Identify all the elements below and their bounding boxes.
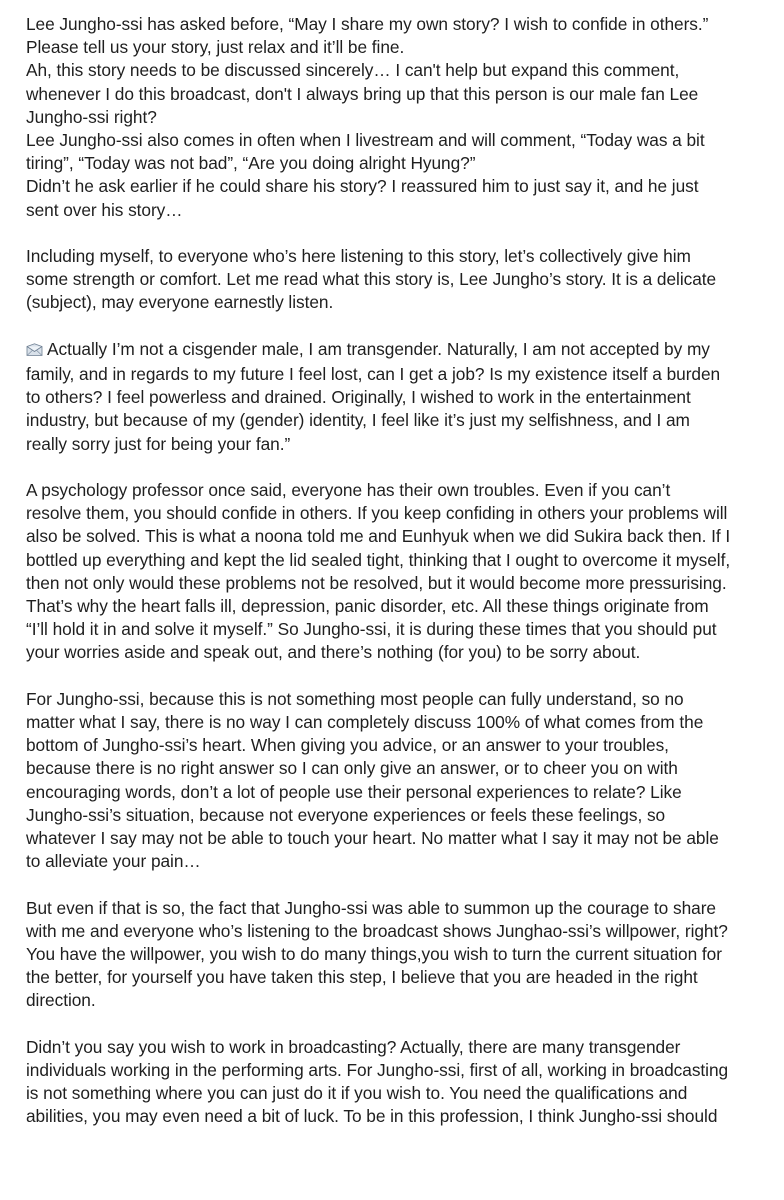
text-line-first [26,338,770,363]
text-line: (subject), may everyone earnestly listen. [26,292,334,313]
text-line: For Jungho-ssi, because this is not something most people can fully understand, so no [26,688,684,709]
text-line: direction. [26,990,96,1011]
text-line: the better, for yourself you have taken this step, I believe that you are headed in the right [26,967,698,988]
text-line: really sorry just for being your fan.” [26,433,291,454]
text-line: Didn’t he ask earlier if he could share his story? I reassured him to just say it, and he just [26,176,699,197]
text-line: resolve them, you should confide in others. If you keep confiding in others your problems will [26,503,728,524]
text-line: to alleviate your pain… [26,851,201,872]
text-line: some strength or comfort. Let me read what this story is, Lee Jungho’s story. It is a delicate [26,269,717,290]
text-line: whenever I do this broadcast, don't I always bring up that this person is our male fan Lee [26,83,699,104]
text-line: matter what I say, there is no way I can completely discuss 100% of what comes from the [26,712,704,733]
text-line: Jungho-ssi right? [26,106,157,127]
text-line: to others? I feel powerless and drained. Originally, I wished to work in the entertainment [26,387,691,408]
text-line: abilities, you may even need a bit of luck. To be in this profession, I think Jungho-ssi should [26,1106,718,1127]
text-line: Please tell us your story, just relax and it’ll be fine. [26,37,405,58]
paragraph [26,245,770,315]
text-line: sent over his story… [26,199,183,220]
text-line: is not something where you can just do it if you wish to. You need the qualifications and [26,1083,688,1104]
text-line: But even if that is so, the fact that Jungho-ssi was able to summon up the courage to share [26,897,716,918]
text-line: Ah, this story needs to be discussed sincerely… I can't help but expand this comment, [26,60,680,81]
paragraph [26,1036,770,1129]
text-line: tiring”, “Today was not bad”, “Are you doing alright Hyung?” [26,153,476,174]
envelope-icon [26,340,43,363]
text-line: family, and in regards to my future I feel lost, can I get a job? Is my existence itself a burden [26,364,721,385]
paragraph [26,13,770,222]
paragraph [26,897,770,1013]
text-line: bottled up everything and kept the lid sealed tight, thinking that I ought to overcome it myself, [26,549,731,570]
text-line: because there is no right answer so I can only give an answer, or to cheer you on with [26,758,678,779]
text-line: That’s why the heart falls ill, depression, panic disorder, etc. All these things originate from [26,596,709,617]
document-body [26,13,770,1152]
text-line: whatever I say may not be able to touch your heart. No matter what I say it may not be able [26,828,719,849]
text-line: You have the willpower, you wish to do many things,you wish to turn the current situation for [26,944,722,965]
text-line: “I’ll hold it in and solve it myself.” So Jungho-ssi, it is during these times that you should put [26,619,717,640]
text-line: Lee Jungho-ssi also comes in often when I livestream and will comment, “Today was a bit [26,130,705,151]
text-line: industry, but because of my (gender) identity, I feel like it’s just my selfishness, and I am [26,410,690,431]
text-line-content: Actually I’m not a cisgender male, I am transgender. Naturally, I am not accepted by my [47,338,710,359]
text-line: encouraging words, don’t a lot of people use their personal experiences to relate? Like [26,781,682,802]
text-line: Didn’t you say you wish to work in broadcasting? Actually, there are many transgender [26,1036,681,1057]
text-line: A psychology professor once said, everyone has their own troubles. Even if you can’t [26,480,671,501]
text-line: with me and everyone who’s listening to the broadcast shows Junghao-ssi’s willpower, right? [26,920,728,941]
text-line: Jungho-ssi’s situation, because not everyone experiences or feels these feelings, so [26,804,666,825]
text-line: Including myself, to everyone who’s here listening to this story, let’s collectively give him [26,246,691,267]
paragraph [26,479,770,665]
text-line: your worries aside and speak out, and there’s nothing (for you) to be sorry about. [26,642,641,663]
text-line: also be solved. This is what a noona told me and Eunhyuk when we did Sukira back then. If I [26,526,731,547]
text-line: then not only would these problems not be resolved, but it would become more pressurising. [26,572,727,593]
paragraph [26,688,770,874]
text-line: individuals working in the performing arts. For Jungho-ssi, first of all, working in broadcasting [26,1060,729,1081]
text-line: bottom of Jungho-ssi’s heart. When giving you advice, or an answer to your troubles, [26,735,669,756]
text-line: Lee Jungho-ssi has asked before, “May I share my own story? I wish to confide in others.” [26,14,709,34]
paragraph-quoted-story [26,338,770,456]
